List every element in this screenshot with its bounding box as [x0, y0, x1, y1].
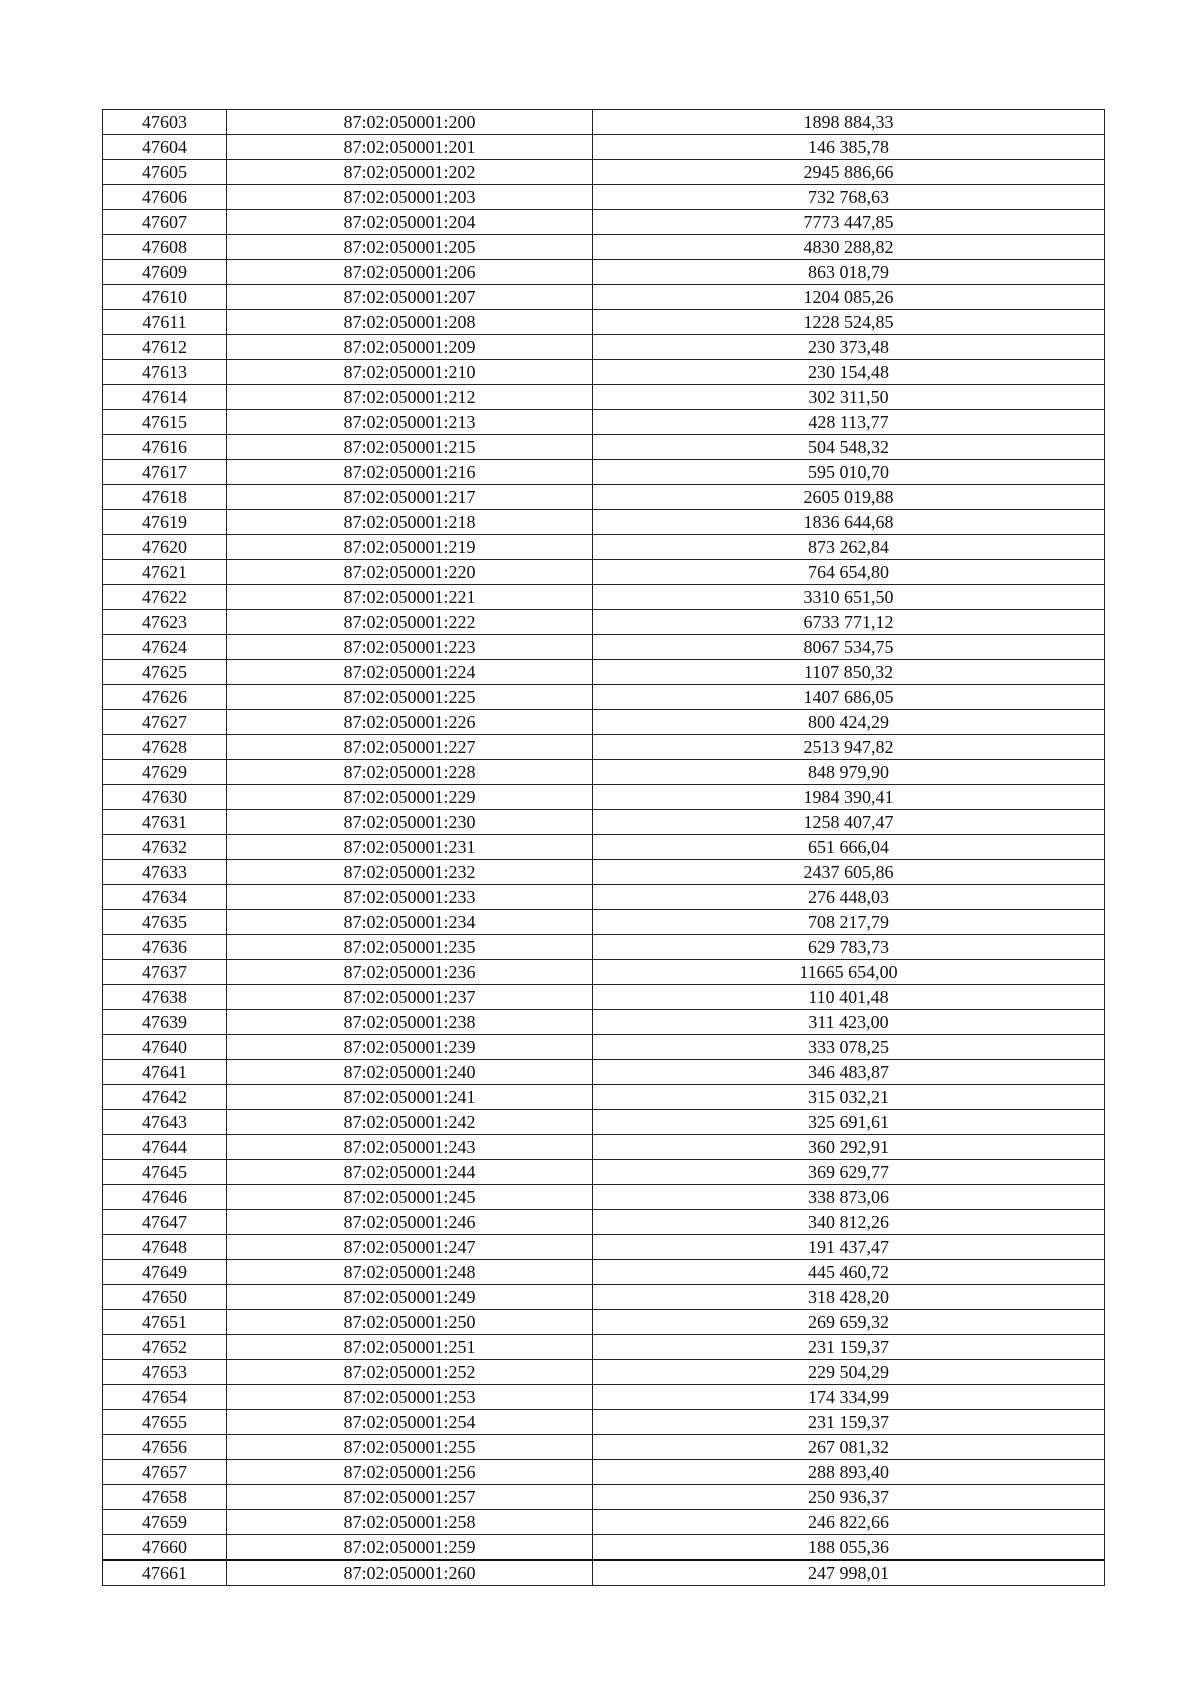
cadastral-value-cell: 340 812,26 — [593, 1210, 1105, 1235]
row-number-cell: 47649 — [103, 1260, 227, 1285]
cadastral-value-cell: 338 873,06 — [593, 1185, 1105, 1210]
row-number-cell: 47605 — [103, 160, 227, 185]
cadastral-value-cell: 315 032,21 — [593, 1085, 1105, 1110]
table-body — [103, 110, 1105, 1586]
row-number-cell: 47637 — [103, 960, 227, 985]
row-number-cell: 47636 — [103, 935, 227, 960]
row-number-cell: 47617 — [103, 460, 227, 485]
cadastral-value-cell: 863 018,79 — [593, 260, 1105, 285]
cadastral-value-cell: 1836 644,68 — [593, 510, 1105, 535]
cadastral-number-cell: 87:02:050001:209 — [227, 335, 593, 360]
cadastral-number-cell: 87:02:050001:233 — [227, 885, 593, 910]
cadastral-number-cell: 87:02:050001:228 — [227, 760, 593, 785]
row-number-cell: 47646 — [103, 1185, 227, 1210]
cadastral-value-cell: 302 311,50 — [593, 385, 1105, 410]
cadastral-number-cell: 87:02:050001:232 — [227, 860, 593, 885]
cadastral-value-cell: 267 081,32 — [593, 1435, 1105, 1460]
table-row — [103, 835, 1105, 860]
cadastral-number-cell: 87:02:050001:230 — [227, 810, 593, 835]
table-row — [103, 685, 1105, 710]
cadastral-number-cell: 87:02:050001:210 — [227, 360, 593, 385]
cadastral-number-cell: 87:02:050001:252 — [227, 1360, 593, 1385]
row-number-cell: 47627 — [103, 710, 227, 735]
table-row — [103, 335, 1105, 360]
row-number-cell: 47626 — [103, 685, 227, 710]
row-number-cell: 47606 — [103, 185, 227, 210]
cadastral-number-cell: 87:02:050001:237 — [227, 985, 593, 1010]
row-number-cell: 47645 — [103, 1160, 227, 1185]
table-row — [103, 1535, 1105, 1561]
row-number-cell: 47635 — [103, 910, 227, 935]
row-number-cell: 47648 — [103, 1235, 227, 1260]
cadastral-value-cell: 346 483,87 — [593, 1060, 1105, 1085]
cadastral-value-cell: 708 217,79 — [593, 910, 1105, 935]
cadastral-value-cell: 3310 651,50 — [593, 585, 1105, 610]
table-row — [103, 910, 1105, 935]
table-row — [103, 510, 1105, 535]
table-row — [103, 1010, 1105, 1035]
cadastral-number-cell: 87:02:050001:250 — [227, 1310, 593, 1335]
cadastral-number-cell: 87:02:050001:246 — [227, 1210, 593, 1235]
row-number-cell: 47621 — [103, 560, 227, 585]
table-row — [103, 535, 1105, 560]
table-row — [103, 385, 1105, 410]
cadastral-value-cell: 360 292,91 — [593, 1135, 1105, 1160]
cadastral-number-cell: 87:02:050001:200 — [227, 110, 593, 135]
row-number-cell: 47608 — [103, 235, 227, 260]
cadastral-value-cell: 2605 019,88 — [593, 485, 1105, 510]
cadastral-number-cell: 87:02:050001:229 — [227, 785, 593, 810]
row-number-cell: 47633 — [103, 860, 227, 885]
row-number-cell: 47611 — [103, 310, 227, 335]
table-row — [103, 1485, 1105, 1510]
table-row — [103, 1410, 1105, 1435]
cadastral-value-cell: 318 428,20 — [593, 1285, 1105, 1310]
row-number-cell: 47615 — [103, 410, 227, 435]
cadastral-value-cell: 250 936,37 — [593, 1485, 1105, 1510]
cadastral-value-cell: 2945 886,66 — [593, 160, 1105, 185]
cadastral-value-cell: 4830 288,82 — [593, 235, 1105, 260]
row-number-cell: 47651 — [103, 1310, 227, 1335]
cadastral-number-cell: 87:02:050001:208 — [227, 310, 593, 335]
row-number-cell: 47652 — [103, 1335, 227, 1360]
cadastral-value-cell: 288 893,40 — [593, 1460, 1105, 1485]
table-row — [103, 410, 1105, 435]
row-number-cell: 47655 — [103, 1410, 227, 1435]
cadastral-number-cell: 87:02:050001:231 — [227, 835, 593, 860]
row-number-cell: 47661 — [103, 1560, 227, 1586]
cadastral-number-cell: 87:02:050001:239 — [227, 1035, 593, 1060]
cadastral-value-cell: 230 154,48 — [593, 360, 1105, 385]
cadastral-value-cell: 146 385,78 — [593, 135, 1105, 160]
cadastral-number-cell: 87:02:050001:220 — [227, 560, 593, 585]
table-row — [103, 760, 1105, 785]
row-number-cell: 47625 — [103, 660, 227, 685]
row-number-cell: 47656 — [103, 1435, 227, 1460]
table-row — [103, 1435, 1105, 1460]
cadastral-number-cell: 87:02:050001:249 — [227, 1285, 593, 1310]
cadastral-value-cell: 229 504,29 — [593, 1360, 1105, 1385]
cadastral-number-cell: 87:02:050001:226 — [227, 710, 593, 735]
cadastral-value-cell: 11665 654,00 — [593, 960, 1105, 985]
cadastral-number-cell: 87:02:050001:258 — [227, 1510, 593, 1535]
cadastral-number-cell: 87:02:050001:257 — [227, 1485, 593, 1510]
table-row — [103, 985, 1105, 1010]
row-number-cell: 47650 — [103, 1285, 227, 1310]
table-row — [103, 560, 1105, 585]
table-row — [103, 185, 1105, 210]
row-number-cell: 47612 — [103, 335, 227, 360]
table-row — [103, 660, 1105, 685]
cadastral-value-cell: 428 113,77 — [593, 410, 1105, 435]
table-row — [103, 585, 1105, 610]
cadastral-value-cell: 2437 605,86 — [593, 860, 1105, 885]
table-row — [103, 935, 1105, 960]
cadastral-number-cell: 87:02:050001:213 — [227, 410, 593, 435]
cadastral-number-cell: 87:02:050001:223 — [227, 635, 593, 660]
cadastral-number-cell: 87:02:050001:207 — [227, 285, 593, 310]
table-row — [103, 1260, 1105, 1285]
table-row — [103, 260, 1105, 285]
cadastral-number-cell: 87:02:050001:259 — [227, 1535, 593, 1561]
row-number-cell: 47659 — [103, 1510, 227, 1535]
cadastral-number-cell: 87:02:050001:247 — [227, 1235, 593, 1260]
row-number-cell: 47603 — [103, 110, 227, 135]
cadastral-number-cell: 87:02:050001:215 — [227, 435, 593, 460]
table-row — [103, 460, 1105, 485]
cadastral-value-cell: 732 768,63 — [593, 185, 1105, 210]
cadastral-value-cell: 1228 524,85 — [593, 310, 1105, 335]
cadastral-number-cell: 87:02:050001:218 — [227, 510, 593, 535]
cadastral-value-cell: 6733 771,12 — [593, 610, 1105, 635]
row-number-cell: 47607 — [103, 210, 227, 235]
cadastral-number-cell: 87:02:050001:256 — [227, 1460, 593, 1485]
cadastral-value-cell: 2513 947,82 — [593, 735, 1105, 760]
table-row — [103, 1335, 1105, 1360]
cadastral-value-cell: 333 078,25 — [593, 1035, 1105, 1060]
cadastral-number-cell: 87:02:050001:255 — [227, 1435, 593, 1460]
cadastral-value-cell: 1984 390,41 — [593, 785, 1105, 810]
table-row — [103, 285, 1105, 310]
table-row — [103, 1035, 1105, 1060]
cadastral-number-cell: 87:02:050001:248 — [227, 1260, 593, 1285]
cadastral-number-cell: 87:02:050001:227 — [227, 735, 593, 760]
table-row — [103, 1560, 1105, 1586]
cadastral-value-cell: 230 373,48 — [593, 335, 1105, 360]
cadastral-value-cell: 629 783,73 — [593, 935, 1105, 960]
table-row — [103, 1160, 1105, 1185]
table-row — [103, 1085, 1105, 1110]
row-number-cell: 47640 — [103, 1035, 227, 1060]
cadastral-number-cell: 87:02:050001:254 — [227, 1410, 593, 1435]
row-number-cell: 47610 — [103, 285, 227, 310]
table-row — [103, 1235, 1105, 1260]
cadastral-value-table — [102, 109, 1105, 1586]
cadastral-number-cell: 87:02:050001:234 — [227, 910, 593, 935]
cadastral-number-cell: 87:02:050001:216 — [227, 460, 593, 485]
cadastral-value-cell: 651 666,04 — [593, 835, 1105, 860]
table-row — [103, 160, 1105, 185]
cadastral-value-cell: 369 629,77 — [593, 1160, 1105, 1185]
row-number-cell: 47619 — [103, 510, 227, 535]
cadastral-number-cell: 87:02:050001:219 — [227, 535, 593, 560]
cadastral-value-cell: 325 691,61 — [593, 1110, 1105, 1135]
cadastral-value-cell: 1204 085,26 — [593, 285, 1105, 310]
table-row — [103, 710, 1105, 735]
cadastral-value-cell: 246 822,66 — [593, 1510, 1105, 1535]
cadastral-value-cell: 504 548,32 — [593, 435, 1105, 460]
row-number-cell: 47653 — [103, 1360, 227, 1385]
table-row — [103, 810, 1105, 835]
table-row — [103, 610, 1105, 635]
cadastral-number-cell: 87:02:050001:241 — [227, 1085, 593, 1110]
cadastral-value-cell: 848 979,90 — [593, 760, 1105, 785]
cadastral-number-cell: 87:02:050001:243 — [227, 1135, 593, 1160]
cadastral-number-cell: 87:02:050001:221 — [227, 585, 593, 610]
row-number-cell: 47616 — [103, 435, 227, 460]
cadastral-value-cell: 311 423,00 — [593, 1010, 1105, 1035]
table-row — [103, 1385, 1105, 1410]
cadastral-value-cell: 231 159,37 — [593, 1335, 1105, 1360]
row-number-cell: 47634 — [103, 885, 227, 910]
cadastral-value-cell: 269 659,32 — [593, 1310, 1105, 1335]
table-row — [103, 1210, 1105, 1235]
row-number-cell: 47631 — [103, 810, 227, 835]
row-number-cell: 47647 — [103, 1210, 227, 1235]
row-number-cell: 47604 — [103, 135, 227, 160]
row-number-cell: 47654 — [103, 1385, 227, 1410]
table-row — [103, 360, 1105, 385]
cadastral-number-cell: 87:02:050001:201 — [227, 135, 593, 160]
row-number-cell: 47644 — [103, 1135, 227, 1160]
cadastral-number-cell: 87:02:050001:242 — [227, 1110, 593, 1135]
table-row — [103, 635, 1105, 660]
table-row — [103, 485, 1105, 510]
row-number-cell: 47618 — [103, 485, 227, 510]
cadastral-number-cell: 87:02:050001:225 — [227, 685, 593, 710]
table-row — [103, 435, 1105, 460]
cadastral-number-cell: 87:02:050001:212 — [227, 385, 593, 410]
cadastral-value-cell: 110 401,48 — [593, 985, 1105, 1010]
cadastral-value-cell: 231 159,37 — [593, 1410, 1105, 1435]
cadastral-number-cell: 87:02:050001:203 — [227, 185, 593, 210]
cadastral-number-cell: 87:02:050001:245 — [227, 1185, 593, 1210]
table-row — [103, 1060, 1105, 1085]
row-number-cell: 47624 — [103, 635, 227, 660]
row-number-cell: 47657 — [103, 1460, 227, 1485]
cadastral-value-cell: 8067 534,75 — [593, 635, 1105, 660]
cadastral-number-cell: 87:02:050001:240 — [227, 1060, 593, 1085]
row-number-cell: 47660 — [103, 1535, 227, 1561]
cadastral-value-cell: 1107 850,32 — [593, 660, 1105, 685]
table-row — [103, 785, 1105, 810]
cadastral-value-cell: 800 424,29 — [593, 710, 1105, 735]
cadastral-value-cell: 191 437,47 — [593, 1235, 1105, 1260]
cadastral-value-cell: 445 460,72 — [593, 1260, 1105, 1285]
row-number-cell: 47628 — [103, 735, 227, 760]
cadastral-number-cell: 87:02:050001:253 — [227, 1385, 593, 1410]
cadastral-number-cell: 87:02:050001:204 — [227, 210, 593, 235]
cadastral-number-cell: 87:02:050001:238 — [227, 1010, 593, 1035]
cadastral-number-cell: 87:02:050001:260 — [227, 1560, 593, 1586]
cadastral-number-cell: 87:02:050001:217 — [227, 485, 593, 510]
table-row — [103, 1510, 1105, 1535]
table-row — [103, 1110, 1105, 1135]
row-number-cell: 47620 — [103, 535, 227, 560]
cadastral-number-cell: 87:02:050001:206 — [227, 260, 593, 285]
row-number-cell: 47613 — [103, 360, 227, 385]
table-row — [103, 310, 1105, 335]
table-row — [103, 1460, 1105, 1485]
row-number-cell: 47642 — [103, 1085, 227, 1110]
row-number-cell: 47658 — [103, 1485, 227, 1510]
cadastral-number-cell: 87:02:050001:224 — [227, 660, 593, 685]
table-row — [103, 210, 1105, 235]
row-number-cell: 47609 — [103, 260, 227, 285]
cadastral-value-cell: 174 334,99 — [593, 1385, 1105, 1410]
row-number-cell: 47629 — [103, 760, 227, 785]
cadastral-value-cell: 1898 884,33 — [593, 110, 1105, 135]
cadastral-number-cell: 87:02:050001:251 — [227, 1335, 593, 1360]
row-number-cell: 47622 — [103, 585, 227, 610]
cadastral-number-cell: 87:02:050001:236 — [227, 960, 593, 985]
cadastral-value-cell: 247 998,01 — [593, 1560, 1105, 1586]
cadastral-number-cell: 87:02:050001:205 — [227, 235, 593, 260]
row-number-cell: 47623 — [103, 610, 227, 635]
row-number-cell: 47632 — [103, 835, 227, 860]
table-row — [103, 110, 1105, 135]
row-number-cell: 47614 — [103, 385, 227, 410]
row-number-cell: 47643 — [103, 1110, 227, 1135]
table-row — [103, 1185, 1105, 1210]
cadastral-value-cell: 188 055,36 — [593, 1535, 1105, 1561]
cadastral-number-cell: 87:02:050001:244 — [227, 1160, 593, 1185]
cadastral-value-cell: 276 448,03 — [593, 885, 1105, 910]
cadastral-value-cell: 1407 686,05 — [593, 685, 1105, 710]
cadastral-value-cell: 873 262,84 — [593, 535, 1105, 560]
cadastral-value-cell: 764 654,80 — [593, 560, 1105, 585]
table-row — [103, 1360, 1105, 1385]
cadastral-number-cell: 87:02:050001:222 — [227, 610, 593, 635]
table-row — [103, 1285, 1105, 1310]
cadastral-number-cell: 87:02:050001:202 — [227, 160, 593, 185]
table-row — [103, 735, 1105, 760]
table-row — [103, 1135, 1105, 1160]
table-row — [103, 135, 1105, 160]
table-row — [103, 960, 1105, 985]
table-row — [103, 860, 1105, 885]
cadastral-value-cell: 595 010,70 — [593, 460, 1105, 485]
row-number-cell: 47638 — [103, 985, 227, 1010]
row-number-cell: 47641 — [103, 1060, 227, 1085]
table-row — [103, 1310, 1105, 1335]
cadastral-value-cell: 1258 407,47 — [593, 810, 1105, 835]
table-row — [103, 885, 1105, 910]
row-number-cell: 47639 — [103, 1010, 227, 1035]
table-row — [103, 235, 1105, 260]
row-number-cell: 47630 — [103, 785, 227, 810]
cadastral-value-cell: 7773 447,85 — [593, 210, 1105, 235]
cadastral-number-cell: 87:02:050001:235 — [227, 935, 593, 960]
